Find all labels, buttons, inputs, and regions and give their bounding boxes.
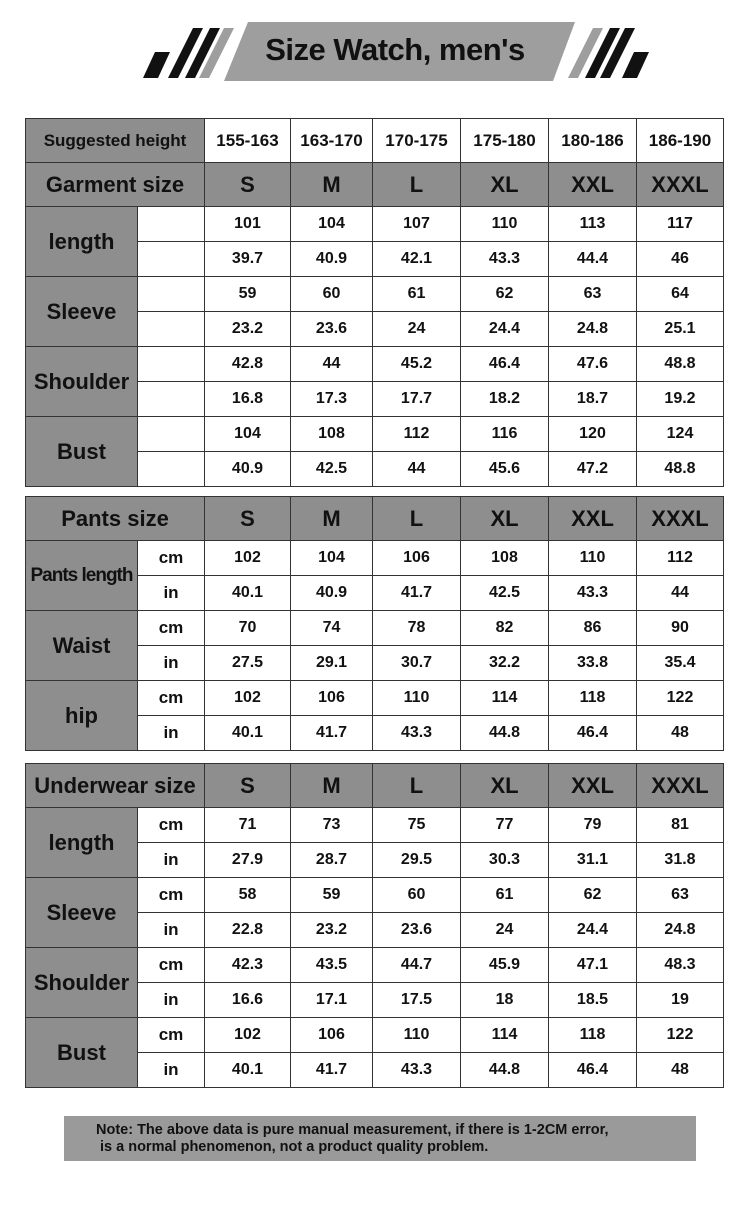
- value-cell: 122: [637, 681, 724, 716]
- value-cell: 47.6: [549, 347, 637, 382]
- value-cell: 22.8: [205, 913, 291, 948]
- value-cell: 59: [205, 277, 291, 312]
- value-cell: 107: [373, 207, 461, 242]
- underwear-size-table: [25, 763, 724, 1088]
- pants-size-label: Pants size: [26, 497, 205, 541]
- value-cell: 108: [291, 417, 373, 452]
- height-cell: 186-190: [637, 119, 724, 163]
- value-cell: 110: [373, 1018, 461, 1053]
- value-cell: 27.9: [205, 843, 291, 878]
- value-cell: 48: [637, 716, 724, 751]
- value-cell: 23.2: [205, 312, 291, 347]
- value-cell: 16.6: [205, 983, 291, 1018]
- size-header-cell: XL: [461, 163, 549, 207]
- value-cell: 46: [637, 242, 724, 277]
- value-cell: 82: [461, 611, 549, 646]
- height-cell: 163-170: [291, 119, 373, 163]
- value-cell: 29.5: [373, 843, 461, 878]
- height-row: [26, 119, 724, 163]
- size-header-cell: L: [373, 764, 461, 808]
- value-cell: 19.2: [637, 382, 724, 417]
- value-cell: 24: [373, 312, 461, 347]
- measurement-row: [26, 541, 724, 576]
- value-cell: 41.7: [373, 576, 461, 611]
- value-cell: 122: [637, 1018, 724, 1053]
- value-cell: 46.4: [549, 716, 637, 751]
- size-header-cell: XL: [461, 764, 549, 808]
- value-cell: 59: [291, 878, 373, 913]
- value-cell: 40.9: [291, 242, 373, 277]
- size-header-row: [26, 163, 724, 207]
- right-stripe-4: [622, 52, 649, 78]
- value-cell: 113: [549, 207, 637, 242]
- measurement-label: Waist: [26, 611, 138, 681]
- measurement-label: Sleeve: [26, 277, 138, 347]
- size-header-cell: XL: [461, 497, 549, 541]
- value-cell: 24: [461, 913, 549, 948]
- value-cell: 77: [461, 808, 549, 843]
- size-header-cell: S: [205, 497, 291, 541]
- value-cell: 58: [205, 878, 291, 913]
- size-header-cell: M: [291, 497, 373, 541]
- left-stripe-1: [143, 52, 170, 78]
- page-title: Size Watch, men's: [265, 32, 525, 67]
- value-cell: 30.3: [461, 843, 549, 878]
- value-cell: 116: [461, 417, 549, 452]
- value-cell: 46.4: [549, 1053, 637, 1088]
- measurement-row: [26, 417, 724, 452]
- value-cell: 35.4: [637, 646, 724, 681]
- value-cell: 79: [549, 808, 637, 843]
- measurement-label: Sleeve: [26, 878, 138, 948]
- value-cell: 42.5: [461, 576, 549, 611]
- unit-cell: [138, 347, 205, 382]
- unit-cell: in: [138, 913, 205, 948]
- note-line-2: is a normal phenomenon, not a product quality problem.: [100, 1139, 489, 1155]
- unit-cell: [138, 417, 205, 452]
- size-header-cell: XXL: [549, 163, 637, 207]
- value-cell: 40.9: [205, 452, 291, 487]
- value-cell: 41.7: [291, 1053, 373, 1088]
- value-cell: 110: [461, 207, 549, 242]
- value-cell: 60: [291, 277, 373, 312]
- unit-cell: [138, 207, 205, 242]
- value-cell: 44.8: [461, 1053, 549, 1088]
- unit-cell: cm: [138, 611, 205, 646]
- value-cell: 104: [291, 207, 373, 242]
- disclaimer-note: [64, 1116, 696, 1161]
- unit-cell: cm: [138, 878, 205, 913]
- unit-cell: cm: [138, 681, 205, 716]
- value-cell: 45.9: [461, 948, 549, 983]
- value-cell: 48.3: [637, 948, 724, 983]
- value-cell: 19: [637, 983, 724, 1018]
- value-cell: 106: [291, 681, 373, 716]
- value-cell: 32.2: [461, 646, 549, 681]
- height-cell: 175-180: [461, 119, 549, 163]
- value-cell: 102: [205, 681, 291, 716]
- value-cell: 90: [637, 611, 724, 646]
- value-cell: 74: [291, 611, 373, 646]
- value-cell: 61: [373, 277, 461, 312]
- value-cell: 62: [461, 277, 549, 312]
- value-cell: 63: [637, 878, 724, 913]
- unit-cell: cm: [138, 541, 205, 576]
- unit-cell: cm: [138, 948, 205, 983]
- value-cell: 124: [637, 417, 724, 452]
- value-cell: 86: [549, 611, 637, 646]
- value-cell: 42.8: [205, 347, 291, 382]
- size-header-cell: M: [291, 163, 373, 207]
- value-cell: 101: [205, 207, 291, 242]
- value-cell: 112: [373, 417, 461, 452]
- value-cell: 43.3: [461, 242, 549, 277]
- pants-size-table: [25, 496, 724, 751]
- unit-cell: cm: [138, 1018, 205, 1053]
- value-cell: 44.8: [461, 716, 549, 751]
- value-cell: 18.7: [549, 382, 637, 417]
- note-line-1: Note: The above data is pure manual measurement, if there is 1-2CM error,: [96, 1122, 609, 1138]
- size-header-cell: L: [373, 497, 461, 541]
- value-cell: 102: [205, 541, 291, 576]
- measurement-row: [26, 878, 724, 913]
- value-cell: 73: [291, 808, 373, 843]
- value-cell: 43.5: [291, 948, 373, 983]
- value-cell: 114: [461, 681, 549, 716]
- value-cell: 78: [373, 611, 461, 646]
- measurement-label: Pants length: [26, 541, 138, 611]
- value-cell: 18.5: [549, 983, 637, 1018]
- value-cell: 63: [549, 277, 637, 312]
- measurement-label: Bust: [26, 1018, 138, 1088]
- unit-cell: [138, 382, 205, 417]
- value-cell: 106: [291, 1018, 373, 1053]
- size-header-cell: XXXL: [637, 497, 724, 541]
- value-cell: 118: [549, 1018, 637, 1053]
- size-header-cell: XXL: [549, 497, 637, 541]
- value-cell: 40.1: [205, 1053, 291, 1088]
- size-header-cell: M: [291, 764, 373, 808]
- value-cell: 61: [461, 878, 549, 913]
- title-banner: [0, 0, 750, 100]
- measurement-row: [26, 611, 724, 646]
- value-cell: 43.3: [373, 1053, 461, 1088]
- size-header-cell: S: [205, 163, 291, 207]
- value-cell: 43.3: [549, 576, 637, 611]
- measurement-label: Shoulder: [26, 948, 138, 1018]
- value-cell: 112: [637, 541, 724, 576]
- value-cell: 40.9: [291, 576, 373, 611]
- value-cell: 71: [205, 808, 291, 843]
- value-cell: 70: [205, 611, 291, 646]
- value-cell: 17.5: [373, 983, 461, 1018]
- height-cell: 180-186: [549, 119, 637, 163]
- unit-cell: in: [138, 646, 205, 681]
- value-cell: 41.7: [291, 716, 373, 751]
- value-cell: 45.2: [373, 347, 461, 382]
- value-cell: 47.2: [549, 452, 637, 487]
- measurement-row: [26, 808, 724, 843]
- value-cell: 106: [373, 541, 461, 576]
- value-cell: 18: [461, 983, 549, 1018]
- value-cell: 30.7: [373, 646, 461, 681]
- value-cell: 24.8: [549, 312, 637, 347]
- value-cell: 40.1: [205, 576, 291, 611]
- value-cell: 42.1: [373, 242, 461, 277]
- garment-size-table: [25, 118, 724, 487]
- value-cell: 81: [637, 808, 724, 843]
- value-cell: 62: [549, 878, 637, 913]
- value-cell: 44.4: [549, 242, 637, 277]
- measurement-label: length: [26, 207, 138, 277]
- measurement-label: length: [26, 808, 138, 878]
- value-cell: 48.8: [637, 452, 724, 487]
- value-cell: 47.1: [549, 948, 637, 983]
- value-cell: 16.8: [205, 382, 291, 417]
- size-header-cell: L: [373, 163, 461, 207]
- value-cell: 42.3: [205, 948, 291, 983]
- unit-cell: in: [138, 843, 205, 878]
- value-cell: 114: [461, 1018, 549, 1053]
- height-cell: 155-163: [205, 119, 291, 163]
- value-cell: 31.1: [549, 843, 637, 878]
- measurement-row: [26, 347, 724, 382]
- value-cell: 42.5: [291, 452, 373, 487]
- measurement-row: [26, 1018, 724, 1053]
- value-cell: 117: [637, 207, 724, 242]
- value-cell: 110: [549, 541, 637, 576]
- measurement-label: Shoulder: [26, 347, 138, 417]
- unit-cell: [138, 277, 205, 312]
- value-cell: 44: [637, 576, 724, 611]
- value-cell: 18.2: [461, 382, 549, 417]
- value-cell: 27.5: [205, 646, 291, 681]
- value-cell: 17.3: [291, 382, 373, 417]
- value-cell: 25.1: [637, 312, 724, 347]
- measurement-label: hip: [26, 681, 138, 751]
- height-cell: 170-175: [373, 119, 461, 163]
- value-cell: 48.8: [637, 347, 724, 382]
- value-cell: 60: [373, 878, 461, 913]
- value-cell: 108: [461, 541, 549, 576]
- measurement-row: [26, 681, 724, 716]
- unit-cell: in: [138, 576, 205, 611]
- unit-cell: in: [138, 1053, 205, 1088]
- value-cell: 44.7: [373, 948, 461, 983]
- value-cell: 104: [205, 417, 291, 452]
- value-cell: 23.2: [291, 913, 373, 948]
- value-cell: 104: [291, 541, 373, 576]
- measurement-row: [26, 277, 724, 312]
- value-cell: 17.1: [291, 983, 373, 1018]
- underwear-size-label: Underwear size: [26, 764, 205, 808]
- value-cell: 23.6: [291, 312, 373, 347]
- measurement-row: [26, 207, 724, 242]
- value-cell: 40.1: [205, 716, 291, 751]
- value-cell: 31.8: [637, 843, 724, 878]
- value-cell: 75: [373, 808, 461, 843]
- size-header-row: [26, 764, 724, 808]
- unit-cell: in: [138, 983, 205, 1018]
- unit-cell: [138, 312, 205, 347]
- value-cell: 64: [637, 277, 724, 312]
- value-cell: 44: [373, 452, 461, 487]
- value-cell: 24.8: [637, 913, 724, 948]
- unit-cell: in: [138, 716, 205, 751]
- value-cell: 120: [549, 417, 637, 452]
- unit-cell: [138, 452, 205, 487]
- size-header-row: [26, 497, 724, 541]
- size-header-cell: XXXL: [637, 163, 724, 207]
- value-cell: 118: [549, 681, 637, 716]
- value-cell: 45.6: [461, 452, 549, 487]
- value-cell: 17.7: [373, 382, 461, 417]
- unit-cell: [138, 242, 205, 277]
- value-cell: 43.3: [373, 716, 461, 751]
- value-cell: 33.8: [549, 646, 637, 681]
- value-cell: 44: [291, 347, 373, 382]
- value-cell: 29.1: [291, 646, 373, 681]
- suggested-height-label: Suggested height: [26, 119, 205, 163]
- unit-cell: cm: [138, 808, 205, 843]
- size-header-cell: XXL: [549, 764, 637, 808]
- garment-size-label: Garment size: [26, 163, 205, 207]
- value-cell: 24.4: [549, 913, 637, 948]
- value-cell: 24.4: [461, 312, 549, 347]
- value-cell: 110: [373, 681, 461, 716]
- measurement-row: [26, 948, 724, 983]
- value-cell: 23.6: [373, 913, 461, 948]
- value-cell: 48: [637, 1053, 724, 1088]
- size-header-cell: XXXL: [637, 764, 724, 808]
- value-cell: 46.4: [461, 347, 549, 382]
- value-cell: 102: [205, 1018, 291, 1053]
- value-cell: 28.7: [291, 843, 373, 878]
- value-cell: 39.7: [205, 242, 291, 277]
- size-header-cell: S: [205, 764, 291, 808]
- measurement-label: Bust: [26, 417, 138, 487]
